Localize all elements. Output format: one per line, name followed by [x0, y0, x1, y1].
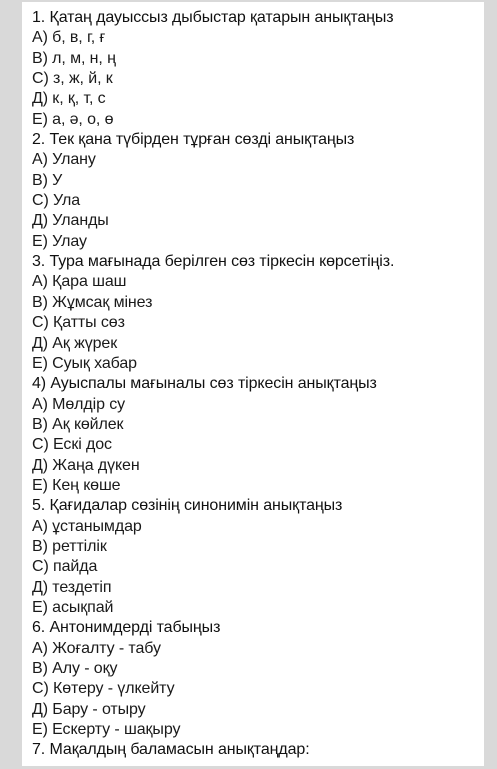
- answer-option: С) Ескі дос: [32, 436, 112, 454]
- answer-option: Д) тездетіп: [32, 578, 112, 596]
- document-page: [22, 2, 484, 766]
- answer-option: В) Алу - оқу: [32, 660, 118, 677]
- question-text: 5. Қағидалар сөзінің синонимін анықтаңыз: [32, 497, 343, 515]
- answer-option: А) ұстанымдар: [32, 517, 142, 535]
- answer-option: С) з, ж, й, к: [32, 70, 113, 88]
- answer-option: А) Жоғалту - табу: [32, 639, 161, 657]
- answer-option: В) л, м, н, ң: [32, 49, 116, 67]
- answer-option: С) Ула: [32, 192, 81, 210]
- quiz-text: [32, 8, 394, 761]
- answer-option: В) реттілік: [32, 537, 107, 555]
- answer-option: В) Ақ көйлек: [32, 415, 124, 433]
- answer-option: С) Көтеру - үлкейту: [32, 680, 175, 698]
- answer-option: Е) а, ә, о, ө: [32, 110, 114, 128]
- answer-option: С) Қатты сөз: [32, 314, 125, 332]
- answer-option: Д) к, қ, т, с: [32, 90, 106, 108]
- question-text: 4) Ауыспалы мағыналы сөз тіркесін анықтаңыз: [32, 375, 377, 393]
- answer-option: Д) Уланды: [32, 212, 109, 230]
- answer-option: С) пайда: [32, 558, 98, 576]
- answer-option: Е) Ескерту - шақыру: [32, 721, 181, 739]
- answer-option: Д) Жаңа дүкен: [32, 456, 140, 474]
- answer-option: Е) асықпай: [32, 598, 114, 616]
- answer-option: В) У: [32, 171, 63, 189]
- answer-option: Е) Кең көше: [32, 476, 121, 494]
- answer-option: А) Мөлдір су: [32, 395, 126, 413]
- answer-option: А) б, в, г, ғ: [32, 29, 106, 47]
- question-text: 3. Тура мағынада берілген сөз тіркесін көрсетіңіз.: [32, 253, 395, 271]
- answer-option: Е) Улау: [32, 232, 87, 250]
- question-text: 2. Тек қана түбірден тұрған сөзді анықтаңыз: [32, 131, 355, 149]
- answer-option: А) Қара шаш: [32, 273, 127, 291]
- answer-option: А) Улану: [32, 151, 96, 169]
- question-text: 1. Қатаң дауыссыз дыбыстар қатарын анықтаңыз: [32, 9, 394, 26]
- question-text: 6. Антонимдерді табыңыз: [32, 619, 221, 637]
- answer-option: Е) Суық хабар: [32, 354, 137, 372]
- answer-option: Д) Бару - отыру: [32, 700, 146, 718]
- question-text: 7. Мақалдың баламасын анықтаңдар:: [32, 741, 310, 759]
- answer-option: Д) Ақ жүрек: [32, 334, 118, 352]
- answer-option: В) Жұмсақ мінез: [32, 293, 153, 311]
